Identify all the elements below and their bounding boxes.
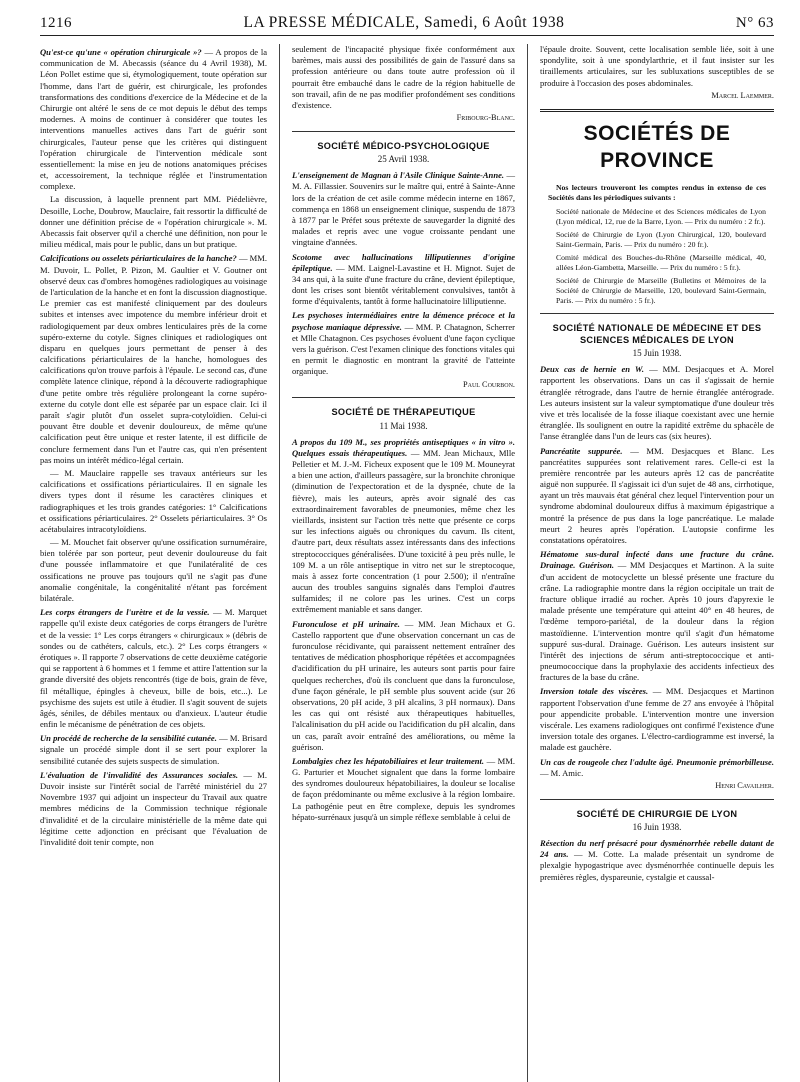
periodicals-notice bbox=[548, 183, 766, 306]
article-hematome: Hématome sus-dural infecté dans une fracture du crâne. Drainage. Guérison. — MM Desjacques et Martinon. A la suite d'un accident de motocyclette un blessé présente une fracture du crâne. La radiographie montre dans la région occipitale un trait de fracture oblique irradié au rocher. Après 10 jours d'apyrexie le malade présente une température qui atteint 40° en 48 heures, de l'œdème temporo-pariétal, de la douleur dans la région mastoïdienne. L'intervention montre qu'il s'agit d'un hématome suppuré sus-dural. Drainage. Guérison. Les auteurs insistent sur l'intérêt des injections de sérum anti-streptococcique et anti-pneumococcique dans la prophylaxie des accidents infectieux des fractures de la base du crâne. bbox=[540, 549, 774, 683]
column-right bbox=[528, 44, 774, 1082]
signature: Marcel Laemmer. bbox=[711, 90, 774, 100]
signature: Paul Courbon. bbox=[463, 379, 515, 389]
page-number: 1216 bbox=[40, 15, 72, 31]
article-pancreatite: Pancréatite suppurée. — MM. Desjacques et Blanc. Les pancréatites suppurées sont relativement rares. Celle-ci est la première rencontrée par les auteurs après 12 cas de pancréatite aiguë non suppurée. Il s'agissait ici d'un sujet de 48 ans, cirrhotique, ayant un très mauvais état général chez lequel l'intervention pour un syndrome abdominal douloureux diffus à maximum épigastrique a montré la présence de pus dans la loge pancréatique. Le malade meurt 2 heures après l'opération. L'autopsie confirme les constatations opératoires. bbox=[540, 445, 774, 546]
section-title: SOCIÉTÉ MÉDICO-PSYCHOLOGIQUE bbox=[317, 140, 490, 151]
notice-item: Société de Chirurgie de Lyon (Lyon Chirurgical, 120, boulevard Saint-Germain, Paris. — Prix du numéro : 20 fr.). bbox=[556, 229, 766, 249]
section-date: 15 Juin 1938. bbox=[632, 348, 682, 359]
article-mouchet: — M. Mouchet fait observer qu'une ossification surnuméraire, bien tolérée par son porteur, peut devenir douloureuse du fait d'une poussée inflammatoire et que l'unilatéralité de ces ossifications ne prouve pas toujours qu'il ne s'agit pas d'une anomalie congénitale, la congénitalité n'étant pas forcément bilatérale. bbox=[40, 537, 267, 603]
article-mauclaire: — M. Mauclaire rappelle ses travaux antérieurs sur les calcifications et ossifications périarticulaires. Il en signale les divers types dont il résume les caractères cliniques et radiographiques et les trois grandes catégories: 1° Calcifications et ossifications périarticulaires. 2° Osselets périarticulaires. 3° Os acétabulaires intracotyloïdiens. bbox=[40, 467, 267, 534]
section-date: 25 Avril 1938. bbox=[377, 154, 430, 165]
column-middle bbox=[280, 44, 528, 1082]
divider bbox=[540, 109, 774, 112]
article-operation-discussion: La discussion, à laquelle prennent part MM. Piédelièvre, Desoille, Loche, Doubrow, Mauclaire, fait ressortir la difficulté de donner une définition précise de « l'opération chirurgicale ». M. Abecassis fait observer qu'il a cherché une définition, non pour le milieu médical, mais pour le public, dans un but pratique. bbox=[40, 194, 267, 250]
section-date: 11 Mai 1938. bbox=[379, 420, 428, 431]
article-scotome: Scotome avec hallucinations lilliputiennes d'origine épileptique. — MM. Laignel-Lavastine et H. Mignot. Sujet de 34 ans qui, à la suite d'une fracture du crâne, devient épileptique, dont les crises sont bientôt véritablement convulsives, tantôt à forme d'équivalents, tantôt à forme hallucinatoire lilliputienne. bbox=[292, 251, 516, 307]
section-date: 16 Juin 1938. bbox=[632, 822, 682, 833]
notice-intro: Nos lecteurs trouveront les comptes rendus in extenso de ces Sociétés dans les périodiques suivants : bbox=[548, 182, 766, 202]
section-title: SOCIÉTÉ DE CHIRURGIE DE LYON bbox=[576, 808, 738, 819]
divider bbox=[540, 799, 774, 800]
divider bbox=[292, 131, 515, 132]
article-hernie: Deux cas de hernie en W. — MM. Desjacques et A. Morel rapportent les observations. Dans un cas il s'agissait de hernie étranglée rétrograde, dans l'autre de hernie étranglée antérograde. Les auteurs insistent sur la valeur symptomatique d'une douleur très vive et très localisée de la fosse iliaque coexistant avec une hernie étranglée. Ils soulignent en outre la rapidité extrême du sphacèle de l'anse étranglée dans l'un de leurs cas (six heures). bbox=[540, 364, 774, 442]
notice-item: Société de Chirurgie de Marseille (Bulletins et Mémoires de la Société de Chirurgie de Marseille, 120, boulevard Saint-Germain, Paris. — Prix du numéro : 5 fr.). bbox=[556, 275, 766, 305]
journal-title: LA PRESSE MÉDICALE, Samedi, 6 Août 1938 bbox=[243, 14, 565, 31]
article-109m: A propos du 109 M., ses propriétés antiseptiques « in vitro ». Quelques essais thérapeutiques. — MM. Jean Michaux, Mlle Pelletier et M. J.-M. Ficheux exposent que le 109 M. Mouneyrat a bien une action, d'ailleurs passagère, sur la bronchite chronique (diminution de l'expectoration et de la dyspnée, chute de la fièvre), mais les auteurs, après avoir signalé des cas extraordinairement favorables de pneumonies, même chez les vieillards, insistent sur l'action très nette que présente ce corps sur les infections aiguës ou chroniques du cavum. Ils citent, d'autre part, deux résultats assez intéressants dans des infections streptococciques généralisées. D'une toxicité à peu près nulle, le 109 M. a un rôle antiseptique in vitro net sur le streptocoque, mais à assez forte concentration (1 pour 2.500); il n'entraîne aucun des troubles sanguins signalés dans l'emploi d'autres sulfamides; il ne colore pas les urines. C'est un corps extrêmement maniable et sans danger. bbox=[292, 436, 516, 615]
continued-text: seulement de l'incapacité physique fixée conformément aux barèmes, mais aussi des possibilités de gain de l'assuré dans sa profession antérieure ou dans toute autre profession où il pourrait être embauché dans le cadre de la région habituelle de son travail, afin de ne pas modifier profondément ses conditions d'existence. bbox=[292, 44, 515, 110]
article-invalidite: L'évaluation de l'invalidité des Assurances sociales. — M. Duvoir insiste sur l'intérêt social de l'arrêté ministériel du 27 Novembre 1937 qui adjoint un inspecteur du Travail aux quatre membres médicins de la Commission technique régionale d'invalidité et de la circulaire ministérielle de la même date qui légitime cette adjonction en précisant que l'évaluation de l'invalidité doit tenir compte, non bbox=[40, 769, 267, 847]
article-lombalgies: Lombalgies chez les hépatobiliaires et leur traitement. — MM. G. Parturier et Mouchet signalent que dans la forme lombaire des syndromes douloureux hépatobiliaires, la douleur se localise de façon prédominante ou même exclusive à la région lombaire. La pathogénie peut en être complexe, depuis les syndromes hépato-surrénaux jusqu'à un simple réflexe semblable à celui de bbox=[292, 755, 515, 822]
article-calcifications: Calcifications ou osselets périarticulaires de la hanche? — MM. M. Duvoir, L. Pollet, P. Pizon, M. Gaultier et V. Goutner ont observé deux cas d'ombres homogènes radiologiques au voisinage de l'articulation de la hanche et en font la discussion diagnostique. Le premier cas est manifesté cliniquement par des douleurs subites et intenses avec impotence du membre inférieur droit et radiologiquement par deux ombres lenticulaires près de la corne supéro-externe du cotyle. Signes cliniques et radiologiques ont disparu en quelques jours permettant de penser à des calcifications périarticulaires de la hanche, homologues des calcifications qu'on trouve parfois à l'épaule. Le second cas, d'une complète latence clinique, répond à la découverte radiographique d'une petite ombre très régulière prolongeant la corne supéro-externe du cotyle dont elle est séparée par un espace clair. Ici il paraît s'agir plutôt d'un osselet supra-cotyloïdien. Celui-ci pouvant être double et devenir douloureux, de même qu'une calcification peut être unique et rester latente, il est difficile de conclure fermement dans l'un et l'autre cas, qui n'en présentent pas moins un intérêt médico-légal certain. bbox=[40, 253, 267, 465]
divider bbox=[540, 313, 774, 314]
divider bbox=[292, 397, 515, 398]
page-header bbox=[40, 14, 774, 36]
column-left bbox=[40, 44, 280, 1082]
signature: Fribourg-Blanc. bbox=[456, 113, 515, 123]
continued-text: l'épaule droite. Souvent, cette localisation semble liée, soit à une spondylite, soit à une spondylarthrie, et il faut insister sur les tiraillements articulaires, sur les subluxations susceptibles de se produire à l'occasion des poses abdominales. bbox=[540, 44, 774, 88]
article-nerf-presacre: Résection du nerf présacré pour dysménorrhée rebelle datant de 24 ans. — M. Cotte. La malade présentait un syndrome de plexalgie hypogastrique avec dysménorrhée continuelle depuis les premières règles, dyspareunie, cystalgie et caussal- bbox=[540, 838, 774, 882]
article-operation: Qu'est-ce qu'une « opération chirurgicale »? — A propos de la communication de M. Abecassis (séance du 4 Avril 1938), M. Léon Pollet estime que si, étymologiquement, toute opération sur l'homme, dans l'art de guérir, est chirurgicale, les profondes transformations des conditions d'exercice de la Médecine et de la Chirurgie ont altéré le sens de ce mot depuis le début des temps modernes. A moins de continuer à considérer que toutes les interventions manuelles actives dans l'art de guérir sont chirurgicales, l'auteur pense que les critères qui distinguent l'opération chirurgicale de l'intervention médicale sont essentiellement: la mise en jeu de notions anatomiques précises et, accessoirement, la technique réglée et l'instrumentation complexe. bbox=[40, 47, 268, 192]
article-furonculose: Furonculose et pH urinaire. — MM. Jean Michaux et G. Castello rapportent que d'une observation concernant un cas de furonculose récidivante, qui paraissent nettement entraîner des tentatives de médication phosphorique répétées et accompagnées d'acidification du pH urinaire, les auteurs sont partis pour faire quelques recherches, d'où ils concluent que dans la furonculose, d'une façon générale, le pH semble plus souvent acide (sur 26 observations, 20 pH acide, 3 pH alcalins, 3 pH normaux). Dans les cas qui ont résisté aux thérapeutiques habituelles, l'alcalinisation du pH acide ou l'acidification du pH alcalin, dans un cas, paraît avoir entraîné des améliorations, ou même la guérison. bbox=[292, 618, 515, 752]
article-psychoses: Les psychoses intermédiaires entre la démence précoce et la psychose maniaque dépressive. — MM. P. Chatagnon, Scherrer et Mlle Chatagnon. Ces psychoses évoluent d'une façon cyclique vers la guérison. C'est l'examen clinique des fonctions vitales qui en permit le diagnostic en montrant la gravité de l'atteinte organique. bbox=[292, 310, 515, 377]
notice-item: Société nationale de Médecine et des Sciences médicales de Lyon (Lyon médical, 12, rue de la Barre, Lyon. — Prix du numéro : 2 fr.). bbox=[556, 206, 766, 226]
article-magnan: L'enseignement de Magnan à l'Asile Clinique Sainte-Anne. — M. A. Fillassier. Souvenirs sur le maître qui, entré à Sainte-Anne lors de la création de cet asile comme médecin interne en 1867, commença en 1868 un enseignement clinique, suspendu de 1873 à 1877 par le Préfet sous prétexte de sauvegarder la dignité des malades et repris avec une vogue croissante pendant une vingtaine d'années. bbox=[292, 170, 515, 248]
article-corps-etrangers: Les corps étrangers de l'urètre et de la vessie. — M. Marquet rappelle qu'il existe deux catégories de corps étrangers de l'urètre et de la vessie: 1° Les corps étrangers « chirurgicaux » (débris de sondes ou de cathéters, calculs, etc.). 2° Les corps étrangers « érotiques ». Il rapporte 7 observations de cette deuxième catégorie qui se rapportent à 6 hommes et 1 femme et attire l'attention sur la grande diversité des objets rencontrés (tige de bois, grain de fève, fil métallique, épingles à cheveux, bille de bois, etc...). Le psychisme des sujets est utile à étudier. Il s'agit souvent de sujets âgés, séniles, de débiles mentaux ou d'anxieux. L'auteur étudie enfin le mécanisme de pénétration de ces objets. bbox=[40, 607, 268, 730]
section-banner-title: SOCIÉTÉS DE PROVINCE bbox=[583, 121, 731, 173]
signature: Henri Cavailher. bbox=[715, 780, 774, 790]
article-inversion: Inversion totale des viscères. — MM. Desjacques et Martinon rapportent l'observation d'une femme de 27 ans envoyée à l'hôpital pour appendicite probable. L'intervention montre une inversion viscérale. Les examens radiologiques ont confirmé l'existence d'une inversion totale des organes. L'électro-cardiogramme est inversé, la malade est gauchère. bbox=[540, 686, 774, 753]
article-rougeole: Un cas de rougeole chez l'adulte âgé. Pneumonie prémorbilleuse. — M. Amic. bbox=[540, 756, 774, 778]
section-title: SOCIÉTÉ DE THÉRAPEUTIQUE bbox=[331, 407, 476, 418]
columns bbox=[40, 44, 774, 1082]
notice-item: Comité médical des Bouches-du-Rhône (Marseille médical, 40, allées Léon-Gambetta, Marseille. — Prix du numéro : 5 fr.). bbox=[556, 252, 766, 272]
section-title: SOCIÉTÉ NATIONALE DE MÉDECINE ET DES SCIENCES MÉDICALES DE LYON bbox=[552, 322, 762, 346]
issue-number: N° 63 bbox=[735, 15, 774, 31]
article-sensibilite: Un procédé de recherche de la sensibilité cutanée. — M. Brisard signale un procédé simple dont il se sert pour explorer la sensibilité cutanée des sujets suspects de simulation. bbox=[40, 733, 268, 766]
